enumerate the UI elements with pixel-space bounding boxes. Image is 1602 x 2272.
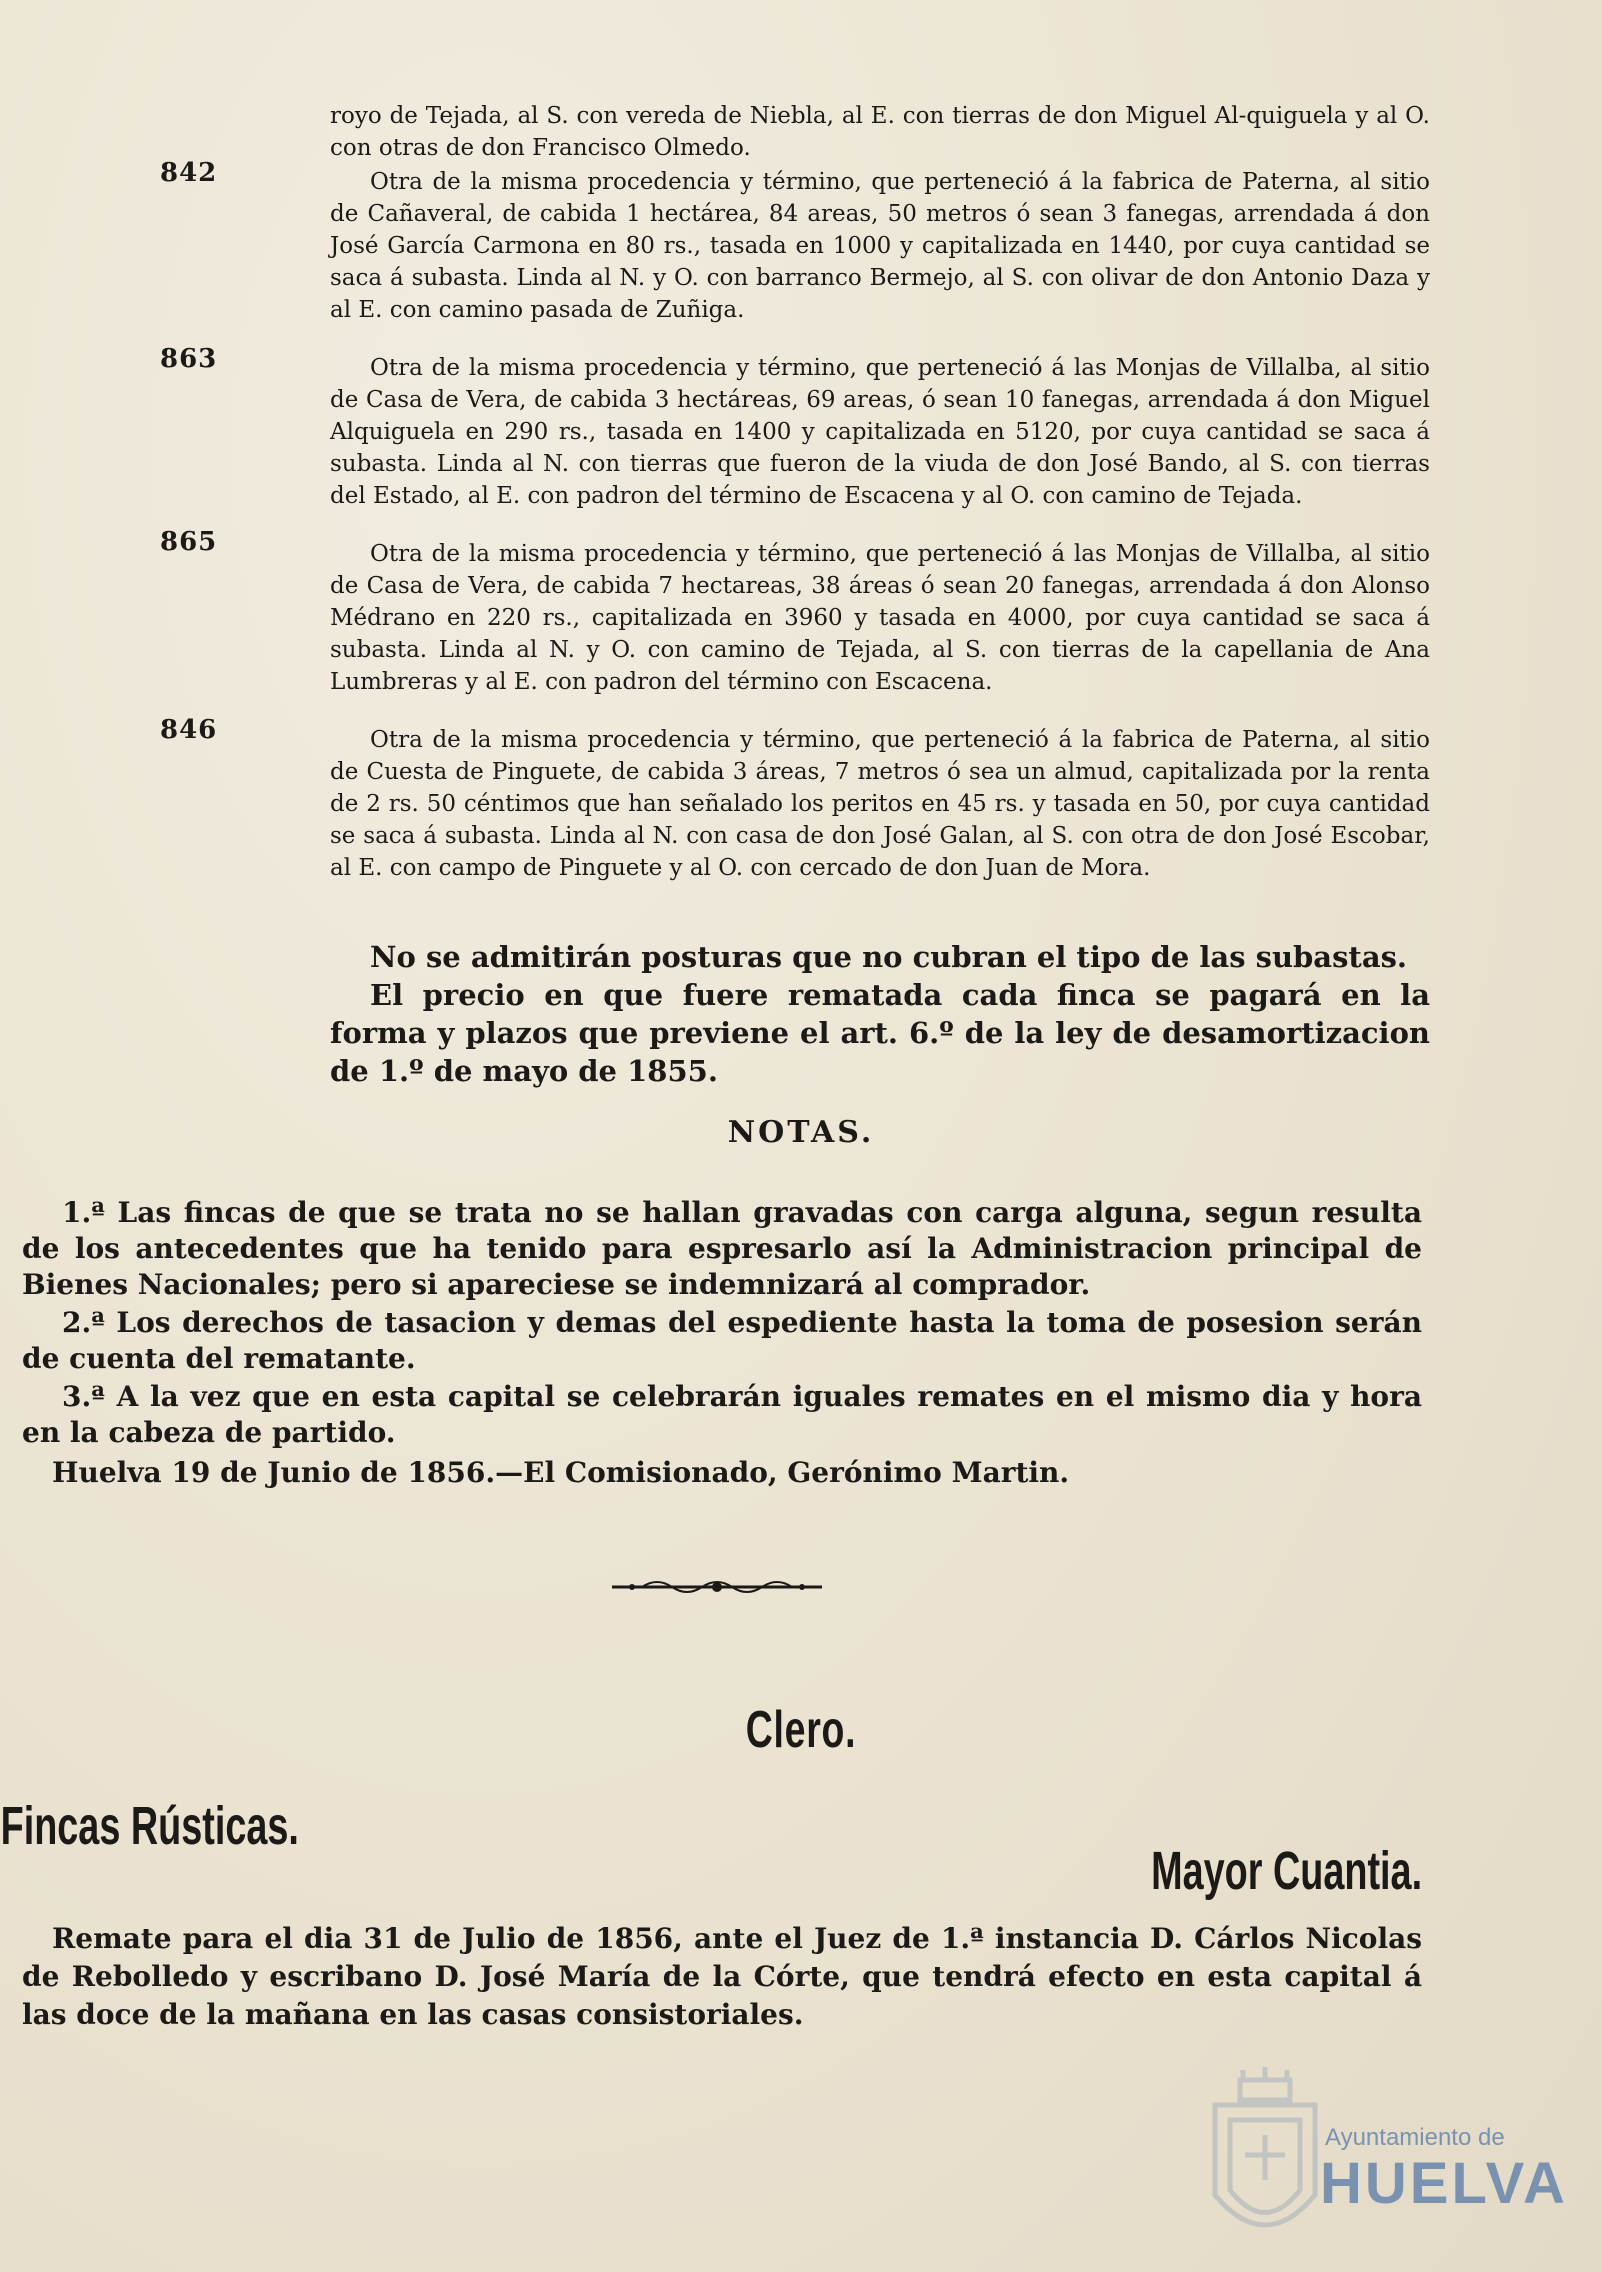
ornament-divider-icon	[612, 1574, 822, 1600]
watermark-line1: Ayuntamiento de	[1325, 2124, 1505, 2151]
entry-text: Otra de la misma procedencia y término, que perteneció á las Monjas de Villalba, al sitio de Casa de Vera, de cabida 3 hectáreas, 69 areas, ó sean 10 fanegas, arrendada á don Miguel Alquiguela en 290 rs., tasada en 1400 y capitalizada en 5120, por cuya cantidad se saca á subasta. Linda al N. con tierras que fueron de la viuda de don José Bando, al S. con tierras del Estado, al E. con padron del término de Escacena y al O. con camino de Tejada.	[330, 355, 1430, 509]
entry-number: 865	[160, 527, 218, 557]
entry-865	[330, 538, 1430, 698]
entry-text: Otra de la misma procedencia y término, que perteneció á la fabrica de Paterna, al sitio de Cañaveral, de cabida 1 hectárea, 84 areas, 50 metros ó sean 3 fanegas, arrendada á don José García Carmona en 80 rs., tasada en 1000 y capitalizada en 1440, por cuya cantidad se saca á subasta. Linda al N. y O. con barranco Bermejo, al S. con olivar de don Antonio Daza y al E. con camino pasada de Zuñiga.	[330, 169, 1430, 323]
entry-text: royo de Tejada, al S. con vereda de Niebla, al E. con tierras de don Miguel Al-quiguela y al O. con otras de don Francisco Olmedo.	[330, 103, 1430, 161]
watermark-line2: HUELVA	[1320, 2151, 1568, 2216]
condition-minimum-bid: No se admitirán posturas que no cubran el tipo de las subastas.	[370, 940, 1408, 974]
entry-continuation	[330, 100, 1430, 164]
note-item-1: 1.ª Las fincas de que se trata no se hallan gravadas con carga alguna, segun resulta de los antecedentes que ha tenido para espresarlo así la Administracion principal de Bienes Nacionales; pero si apareciese se indemnizará al comprador.	[22, 1196, 1422, 1301]
condition-payment: El precio en que fuere rematada cada finca se pagará en la forma y plazos que previene el art. 6.º de la ley de desamortizacion de 1.º de mayo de 1855.	[330, 978, 1430, 1088]
entry-number: 863	[160, 344, 218, 374]
section-heading-mayor: Mayor Cuantia.	[1151, 1841, 1422, 1901]
entry-number: 842	[160, 158, 218, 188]
notes-list	[22, 1195, 1422, 1493]
remate-paragraph	[22, 1920, 1422, 2034]
entry-number: 846	[160, 715, 218, 745]
remate-text: Remate para el dia 31 de Julio de 1856, ante el Juez de 1.ª instancia D. Cárlos Nicolas de Rebolledo y escribano D. José María de la Córte, que tendrá efecto en esta capital á las doce de la mañana en las casas consistoriales.	[22, 1922, 1422, 2031]
note-item-2: 2.ª Los derechos de tasacion y demas del espediente hasta la toma de posesion serán de cuenta del rematante.	[22, 1306, 1422, 1375]
entry-863	[330, 352, 1430, 512]
entry-text: Otra de la misma procedencia y término, que perteneció á la fabrica de Paterna, al sitio de Cuesta de Pinguete, de cabida 3 áreas, 7 metros ó sea un almud, capitalizada por la renta de 2 rs. 50 céntimos que han señalado los peritos en 45 rs. y tasada en 50, por cuya cantidad se saca á subasta. Linda al N. con casa de don José Galan, al S. con otra de don José Escobar, al E. con campo de Pinguete y al O. con cercado de don Juan de Mora.	[330, 727, 1430, 881]
entry-846	[330, 724, 1430, 884]
section-heading-clero: Clero.	[745, 1701, 857, 1759]
fincas-label: Fincas Rústicas.	[0, 1796, 299, 1856]
signature-line: Huelva 19 de Junio de 1856.—El Comisionado, Gerónimo Martin.	[52, 1456, 1070, 1489]
entry-text: Otra de la misma procedencia y término, que perteneció á las Monjas de Villalba, al sitio de Casa de Vera, de cabida 7 hectareas, 38 áreas ó sean 20 fanegas, arrendada á don Alonso Médrano en 220 rs., capitalizada en 3960 y tasada en 4000, por cuya cantidad se saca á subasta. Linda al N. y O. con camino de Tejada, al S. con tierras de la capellania de Ana Lumbreras y al E. con padron del término con Escacena.	[330, 541, 1430, 695]
auction-conditions	[330, 938, 1430, 1090]
notes-title: NOTAS.	[727, 1115, 875, 1150]
section-heading-fincas	[0, 1795, 299, 1857]
note-item-3: 3.ª A la vez que en esta capital se celebrarán iguales remates en el mismo dia y hora en la cabeza de partido.	[22, 1380, 1422, 1449]
entry-842	[330, 166, 1430, 326]
